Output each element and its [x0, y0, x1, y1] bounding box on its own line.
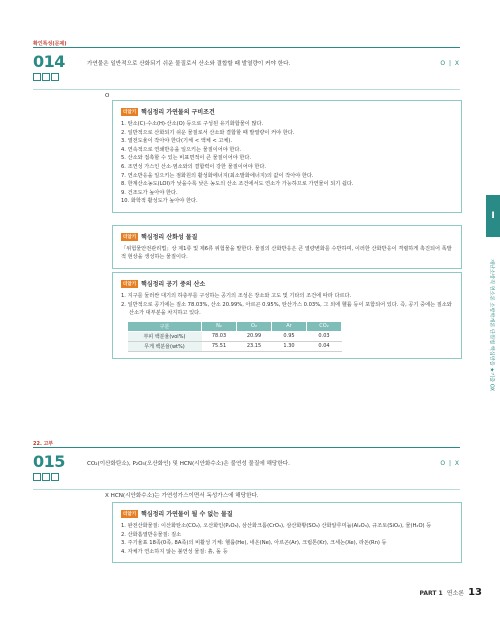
list-item: 10. 화학적 활성도가 높아야 한다. [121, 198, 198, 205]
list-item: 5. 산소와 접촉할 수 있는 비표면적이 큰 물질이어야 한다. [121, 155, 252, 162]
key-summary-box [112, 502, 462, 563]
section-tag: 22. 고부 [33, 441, 54, 447]
question-number: 014 [33, 52, 65, 71]
table-header: N₂ [202, 321, 237, 331]
list-item: 1. 지구를 둘러싼 대기의 하층부를 구성하는 공기의 조성은 장소와 고도 및 기타의 조건에 따라 다르다. [121, 293, 352, 299]
page-footer [419, 587, 482, 598]
list-item: 3. 열전도율이 작아야 한다(기체 < 액체 < 고체). [121, 138, 233, 145]
page-number: 13 [468, 587, 482, 598]
list-item: 4. 자체가 연소하지 않는 불연성 물질: 흙, 돌 등 [121, 548, 228, 555]
side-vertical-title: 재난소방직 연소론 소방학개론 단원별 핵심만을 ★기출 OX [488, 258, 495, 392]
summary-list [121, 120, 453, 206]
answer-mark: O [105, 93, 110, 99]
list-item: 6. 조연성 가스인 산소·염소와의 결합력이 강한 물질이어야 한다. [121, 163, 267, 170]
summary-title: 핵심정리 가연물이 될 수 없는 물질 [141, 511, 233, 518]
table-row: 무게 백분율(wt%) 75.51 23.15 1.30 0.04 [128, 341, 342, 351]
check-boxes[interactable] [33, 73, 83, 81]
question-text: CO₂(이산화탄소), P₂O₅(오산화인) 및 HCN(시안화수소)은 불연성 물질에 해당한다. [87, 461, 290, 467]
summary-badge: 더알기 [123, 281, 137, 287]
summary-title: 핵심정리 가연물의 구비조건 [141, 109, 215, 116]
table-header: CO₂ [307, 321, 342, 331]
chapter-tab[interactable]: I [486, 195, 500, 237]
ox-toggle[interactable]: O | X [440, 60, 460, 67]
footer-chapter: 연소론 [446, 590, 465, 597]
air-composition-table [127, 321, 342, 352]
summary-badge: 더알기 [123, 234, 137, 240]
question-014 [33, 47, 460, 90]
summary-list [121, 292, 453, 318]
ox-toggle[interactable]: O | X [440, 460, 460, 467]
table-header: 구분 [128, 321, 202, 331]
list-item: 1. 탄소(C)·수소(H)·산소(O) 등으로 구성된 유기화합물이 많다. [121, 121, 264, 127]
footer-part: PART 1 [419, 590, 443, 597]
list-item: 1. 완전산화물질: 이산화탄소(CO₂), 오산화인(P₂O₅), 삼산화크롬(CrO₃), 삼산화황(SO₃) 산화알루미늄(Al₂O₃), 규조토(SiO₂), 물(H₂O) 등 [121, 523, 432, 529]
list-item: 2. 일반적으로 산화되기 쉬운 물질로서 산소와 결합할 때 발열량이 커야 한다. [121, 129, 295, 136]
summary-badge: 더알기 [123, 511, 137, 517]
list-item: 3. 주기율표 18족(0족, 8A족)의 비활성 기체: 헬륨(He), 네온(Ne), 아르곤(Ar), 크립톤(Kr), 크세논(Xe), 라돈(Rn) 등 [121, 540, 387, 547]
key-summary-box [112, 100, 462, 213]
table-header: Ar [272, 321, 307, 331]
summary-list [121, 522, 453, 556]
section-tag: 확인특성(문제) [33, 41, 67, 47]
summary-badge: 더알기 [123, 109, 137, 115]
list-item: 2. 일반적으로 공기에는 질소 78.03%, 산소 20.99%, 아르곤 0.95%, 탄산가스 0.03%, 그 외에 헬륨 등이 포함되어 있다. 즉, 공기 중에는 질소와 산소가 대부분을 차지하고 있다. [121, 301, 452, 317]
answer-mark: X HCN(시안화수소)는 가연성가스이면서 독성가스에 해당한다. [105, 493, 259, 499]
list-item: 2. 산화흡열반응물질: 질소 [121, 531, 182, 538]
question-text: 가연물은 일반적으로 산화되기 쉬운 물질로서 산소와 결합할 때 발열량이 커야 한다. [87, 61, 291, 67]
summary-title: 핵심정리 산화성 물질 [141, 234, 198, 241]
question-number: 015 [33, 452, 65, 471]
summary-text: 「위험물안전관리법」상 제1류 및 제6류 위험물을 말한다. 물질의 산화반응은 큰 열량변화를 수반하며, 이러한 산화반응이 격렬하게 촉진되어 폭발적 현상을 생성하는 물질이다. [121, 246, 452, 261]
table-header: O₂ [237, 321, 272, 331]
check-boxes[interactable] [33, 473, 83, 481]
list-item: 7. 연소반응을 일으키는 점화원의 활성화에너지(최소발화에너지)의 값이 작아야 한다. [121, 172, 314, 179]
list-item: 9. 건조도가 높아야 한다. [121, 189, 178, 196]
key-summary-box [112, 225, 462, 269]
list-item: 4. 연속적으로 연쇄반응을 일으키는 물질이어야 한다. [121, 146, 242, 153]
table-row: 부피 백분율(vol%) 78.03 20.99 0.95 0.03 [128, 331, 342, 341]
key-summary-box [112, 272, 462, 359]
question-015 [33, 447, 460, 490]
summary-title: 핵심정리 공기 중의 산소 [141, 281, 206, 288]
list-item: 8. 한계산소농도(LOI)가 낮을수록 낮은 농도의 산소 조건에서도 연소가 가능하므로 가연물이 되기 쉽다. [121, 181, 354, 188]
